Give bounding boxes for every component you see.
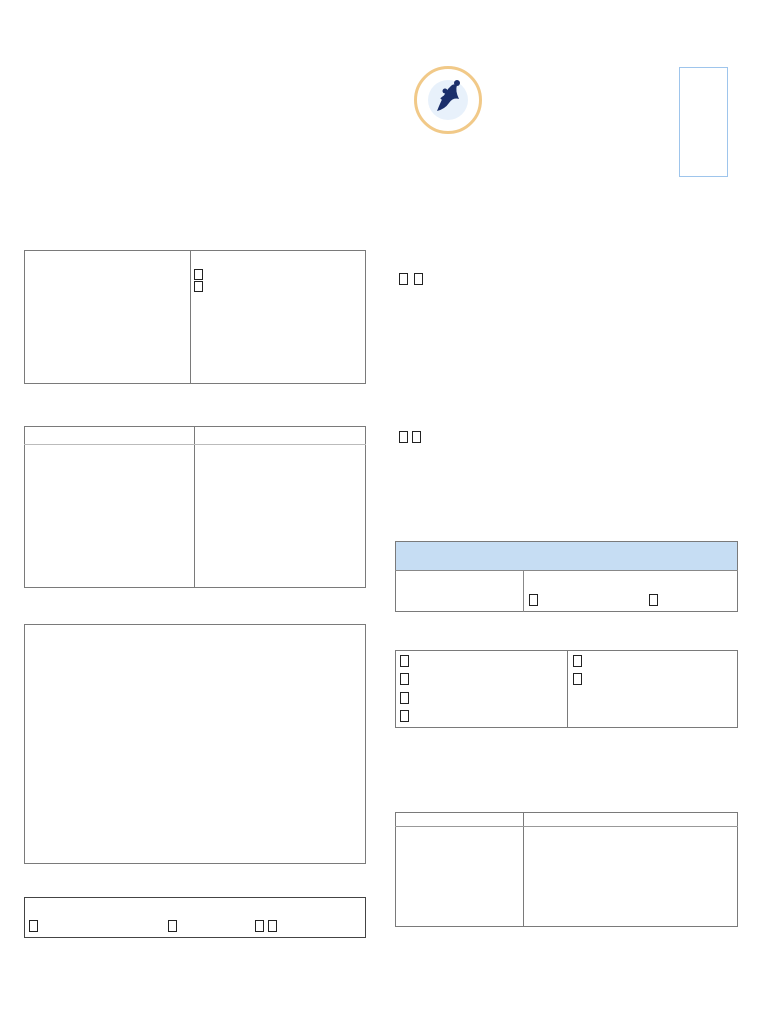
handicap-non-checkbox[interactable] (412, 431, 421, 443)
forfait-row-1 (398, 655, 411, 667)
forfait-row-3 (398, 692, 411, 704)
sexe-f-checkbox[interactable] (399, 273, 408, 285)
rgpd-box (24, 624, 366, 864)
cotisation-checkbox[interactable] (400, 710, 409, 722)
club-logo (414, 66, 482, 134)
location-checkbox[interactable] (573, 655, 582, 667)
licence-checkbox[interactable] (400, 692, 409, 704)
forfait-row-4 (398, 710, 411, 722)
dopage-n-autorise-checkbox[interactable] (194, 281, 203, 292)
photo-placeholder (679, 67, 728, 177)
handicap (397, 431, 423, 443)
inscription-non-checkbox[interactable] (268, 920, 277, 932)
forfait-row-2 (398, 673, 411, 685)
admin-row (27, 920, 40, 932)
admin-box (24, 897, 366, 938)
creneaux (527, 594, 550, 606)
samedi-creneau (647, 594, 660, 606)
sexe-m-checkbox[interactable] (414, 273, 423, 285)
forfait-2-checkbox[interactable] (400, 673, 409, 685)
dopage-autorise-checkbox[interactable] (194, 269, 203, 280)
dopage-text (194, 269, 361, 293)
samedi-checkbox[interactable] (649, 594, 658, 606)
handicap-oui-checkbox[interactable] (399, 431, 408, 443)
admin-inscription (253, 920, 279, 932)
forfait-1-checkbox[interactable] (400, 655, 409, 667)
photos-reglement-box (24, 426, 366, 588)
paiement-box (395, 812, 738, 927)
photo-checkbox[interactable] (168, 920, 177, 932)
certificat-checkbox[interactable] (29, 920, 38, 932)
caution-patin (571, 673, 584, 685)
admin-photo (166, 920, 179, 932)
caution-checkbox[interactable] (573, 673, 582, 685)
licencie-naissance (397, 273, 425, 286)
inscription-oui-checkbox[interactable] (255, 920, 264, 932)
mercredi-checkbox[interactable] (529, 594, 538, 606)
location-patin (571, 655, 584, 667)
